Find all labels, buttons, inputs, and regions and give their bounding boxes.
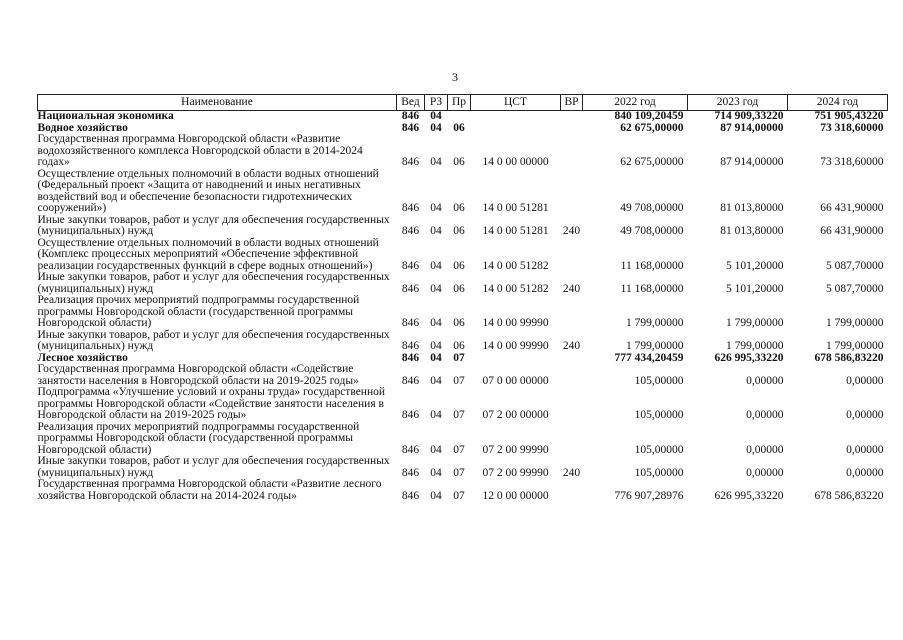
cell-pr: 07 xyxy=(453,466,465,479)
cell-pr: 06 xyxy=(453,225,465,237)
cell-value-2022: 49 708,00000 xyxy=(620,225,684,237)
cell-ved: 846 xyxy=(401,409,420,421)
cell-vr xyxy=(561,134,583,169)
cell-vr xyxy=(561,387,583,422)
cell-value-2024: 678 586,83220 xyxy=(814,351,884,364)
table-row xyxy=(38,215,888,238)
cell-value-2022: 11 168,00000 xyxy=(620,259,684,272)
budget-table xyxy=(37,94,888,502)
cell-value-2023: 87 914,00000 xyxy=(720,121,784,134)
cell-value-2022: 49 708,00000 xyxy=(620,202,684,214)
cell-vr xyxy=(561,479,583,502)
cell-name: Подпрограмма «Улучшение условий и охраны труда» государственной программы Новгородской области «Содействие занятости населения в Новгородской области на 2019-2025 годы» xyxy=(37,386,386,421)
cell-pr: 06 xyxy=(453,317,465,329)
cell-name: Осуществление отдельных полномочий в области водных отношений (Федеральный проект «Защита от наводнений и иных негативных воздействий вод и обеспечение безопасности гидротехнических сооружений») xyxy=(37,167,379,214)
cell-vr: 240 xyxy=(562,282,581,295)
cell-ved: 846 xyxy=(401,259,420,272)
cell-vr xyxy=(561,123,583,135)
cell-rz: 04 xyxy=(430,121,442,134)
cell-cst: 07 0 00 00000 xyxy=(482,374,549,387)
cell-name: Водное хозяйство xyxy=(37,121,128,134)
cell-name: Государственная программа Новгородской области «Развитие лесного хозяйства Новгородской области на 2014-2024 годы» xyxy=(37,478,382,502)
cell-value-2022: 776 907,28976 xyxy=(614,489,684,502)
cell-value-2023: 1 799,00000 xyxy=(726,340,784,352)
cell-pr: 06 xyxy=(453,282,465,295)
cell-ved: 846 xyxy=(401,489,420,502)
cell-rz: 04 xyxy=(430,110,442,122)
cell-value-2022: 105,00000 xyxy=(634,374,684,387)
cell-cst xyxy=(471,353,561,365)
cell-value-2022: 1 799,00000 xyxy=(626,317,684,329)
cell-cst: 14 0 00 00000 xyxy=(482,156,549,168)
cell-rz: 04 xyxy=(430,259,442,272)
cell-ved: 846 xyxy=(401,340,420,352)
header-2023: 2023 год xyxy=(688,95,788,111)
cell-rz: 04 xyxy=(430,225,442,237)
cell-name: Государственная программа Новгородской области «Развитие водохозяйственного комплекса Новгородской области в 2014-2024 годах» xyxy=(37,133,363,168)
table-body xyxy=(38,111,888,503)
cell-value-2023: 626 995,33220 xyxy=(714,351,784,364)
cell-value-2023: 5 101,20000 xyxy=(726,259,784,272)
cell-value-2024: 1 799,00000 xyxy=(826,340,884,352)
cell-vr: 240 xyxy=(562,466,581,479)
cell-name: Иные закупки товаров, работ и услуг для обеспечения государственных (муниципальных) нужд xyxy=(37,328,390,352)
cell-vr: 240 xyxy=(562,340,581,352)
header-vr: ВР xyxy=(561,95,583,111)
cell-rz: 04 xyxy=(430,156,442,168)
cell-rz: 04 xyxy=(430,466,442,479)
cell-name: Иные закупки товаров, работ и услуг для обеспечения государственных (муниципальных) нужд xyxy=(37,271,390,295)
cell-value-2022: 105,00000 xyxy=(634,443,684,456)
cell-pr: 07 xyxy=(453,443,465,456)
cell-ved: 846 xyxy=(401,282,420,295)
cell-rz: 04 xyxy=(430,443,442,456)
cell-pr: 06 xyxy=(453,202,465,214)
cell-cst: 07 2 00 99990 xyxy=(482,466,549,479)
cell-value-2023: 0,00000 xyxy=(746,409,784,421)
cell-ved: 846 xyxy=(401,374,420,387)
cell-name: Реализация прочих мероприятий подпрограммы государственной программы Новгородской области (государственной программы Новгородской области) xyxy=(37,294,360,329)
table-row xyxy=(38,387,888,422)
header-rz: РЗ xyxy=(425,95,448,111)
header-2022: 2022 год xyxy=(583,95,688,111)
cell-ved: 846 xyxy=(401,156,420,168)
cell-vr xyxy=(561,422,583,457)
cell-value-2024: 0,00000 xyxy=(846,374,884,387)
table-row xyxy=(38,364,888,387)
cell-name: Лесное хозяйство xyxy=(37,351,128,364)
table-row xyxy=(38,456,888,479)
cell-cst: 14 0 00 99990 xyxy=(482,340,549,352)
header-ved: Вед xyxy=(397,95,425,111)
table-row xyxy=(38,479,888,502)
cell-value-2024: 66 431,90000 xyxy=(820,202,884,214)
cell-value-2024: 5 087,70000 xyxy=(826,259,884,272)
cell-vr xyxy=(561,295,583,330)
cell-value-2024: 678 586,83220 xyxy=(814,489,884,502)
cell-name: Иные закупки товаров, работ и услуг для обеспечения государственных (муниципальных) нужд xyxy=(37,213,390,237)
page-number: 3 xyxy=(452,70,458,84)
cell-value-2022: 840 109,20459 xyxy=(614,110,684,122)
cell-ved: 846 xyxy=(401,443,420,456)
cell-value-2022: 777 434,20459 xyxy=(614,351,684,364)
cell-value-2022: 62 675,00000 xyxy=(620,121,684,134)
cell-value-2024: 0,00000 xyxy=(846,466,884,479)
cell-ved: 846 xyxy=(401,351,420,364)
cell-rz: 04 xyxy=(430,351,442,364)
cell-pr: 06 xyxy=(453,340,465,352)
cell-value-2022: 1 799,00000 xyxy=(626,340,684,352)
cell-name: Национальная экономика xyxy=(37,110,174,122)
cell-value-2024: 66 431,90000 xyxy=(820,225,884,237)
cell-name: Иные закупки товаров, работ и услуг для обеспечения государственных (муниципальных) нужд xyxy=(37,455,390,479)
header-cst: ЦСТ xyxy=(471,95,561,111)
cell-value-2024: 5 087,70000 xyxy=(826,282,884,295)
cell-value-2024: 1 799,00000 xyxy=(826,317,884,329)
table-row xyxy=(38,295,888,330)
cell-value-2023: 626 995,33220 xyxy=(714,489,784,502)
cell-pr: 07 xyxy=(453,489,465,502)
cell-rz: 04 xyxy=(430,202,442,214)
cell-value-2024: 751 905,43220 xyxy=(814,110,884,122)
table-row xyxy=(38,134,888,169)
cell-pr: 07 xyxy=(453,409,465,421)
cell-value-2023: 87 914,00000 xyxy=(720,156,784,168)
cell-value-2024: 73 318,60000 xyxy=(820,156,884,168)
cell-vr xyxy=(561,238,583,273)
cell-cst: 14 0 00 51281 xyxy=(482,225,549,237)
cell-name: Реализация прочих мероприятий подпрограммы государственной программы Новгородской области (государственной программы Новгородской области) xyxy=(37,420,360,456)
cell-value-2024: 0,00000 xyxy=(846,443,884,456)
table-row xyxy=(38,111,888,123)
cell-vr xyxy=(561,353,583,365)
cell-value-2023: 81 013,80000 xyxy=(720,225,784,237)
cell-ved: 846 xyxy=(401,225,420,237)
cell-vr xyxy=(561,169,583,215)
cell-value-2024: 73 318,60000 xyxy=(820,121,884,134)
cell-ved: 846 xyxy=(401,202,420,214)
cell-vr xyxy=(561,111,583,123)
cell-cst: 12 0 00 00000 xyxy=(482,489,549,502)
header-2024: 2024 год xyxy=(788,95,888,111)
cell-ved: 846 xyxy=(401,110,420,122)
header-name: Наименование xyxy=(38,95,397,111)
cell-vr: 240 xyxy=(562,225,581,237)
cell-cst: 14 0 00 51282 xyxy=(482,282,549,295)
cell-cst xyxy=(471,111,561,123)
cell-rz: 04 xyxy=(430,282,442,295)
cell-value-2023: 714 909,33220 xyxy=(714,110,784,122)
cell-ved: 846 xyxy=(401,121,420,134)
cell-ved: 846 xyxy=(401,466,420,479)
cell-rz: 04 xyxy=(430,317,442,329)
cell-pr: 07 xyxy=(453,351,465,364)
table-row xyxy=(38,422,888,457)
cell-value-2022: 105,00000 xyxy=(634,466,684,479)
cell-cst xyxy=(471,123,561,135)
cell-rz: 04 xyxy=(430,374,442,387)
cell-pr: 07 xyxy=(453,374,465,387)
cell-value-2023: 81 013,80000 xyxy=(720,202,784,214)
cell-pr: 06 xyxy=(453,156,465,168)
cell-value-2023: 1 799,00000 xyxy=(726,317,784,329)
table-row xyxy=(38,272,888,295)
cell-value-2024: 0,00000 xyxy=(846,409,884,421)
cell-rz: 04 xyxy=(430,340,442,352)
table-row xyxy=(38,169,888,215)
cell-value-2023: 0,00000 xyxy=(746,374,784,387)
cell-cst: 14 0 00 99990 xyxy=(482,317,549,329)
cell-value-2023: 0,00000 xyxy=(746,466,784,479)
cell-pr xyxy=(448,111,471,123)
cell-vr xyxy=(561,364,583,387)
cell-value-2023: 0,00000 xyxy=(746,443,784,456)
cell-value-2022: 11 168,00000 xyxy=(620,282,684,295)
cell-ved: 846 xyxy=(401,317,420,329)
table-row xyxy=(38,330,888,353)
cell-pr: 06 xyxy=(453,259,465,272)
cell-rz: 04 xyxy=(430,489,442,502)
cell-rz: 04 xyxy=(430,409,442,421)
table-row xyxy=(38,238,888,273)
cell-name: Государственная программа Новгородской области «Содействие занятости населения в Новгородской области на 2019-2025 годы» xyxy=(37,363,359,387)
cell-value-2022: 62 675,00000 xyxy=(620,156,684,168)
cell-value-2023: 5 101,20000 xyxy=(726,282,784,295)
cell-cst: 07 2 00 00000 xyxy=(482,409,549,421)
cell-cst: 07 2 00 99990 xyxy=(482,443,549,456)
cell-value-2022: 105,00000 xyxy=(634,409,684,421)
header-pr: Пр xyxy=(448,95,471,111)
cell-cst: 14 0 00 51281 xyxy=(482,202,549,214)
table-header-row xyxy=(38,95,888,111)
cell-pr: 06 xyxy=(453,121,465,134)
cell-cst: 14 0 00 51282 xyxy=(482,259,549,272)
cell-name: Осуществление отдельных полномочий в области водных отношений (Комплекс процессных мероприятий «Обеспечение эффективной реализации государственных функций в сфере водных отношений») xyxy=(37,236,379,272)
